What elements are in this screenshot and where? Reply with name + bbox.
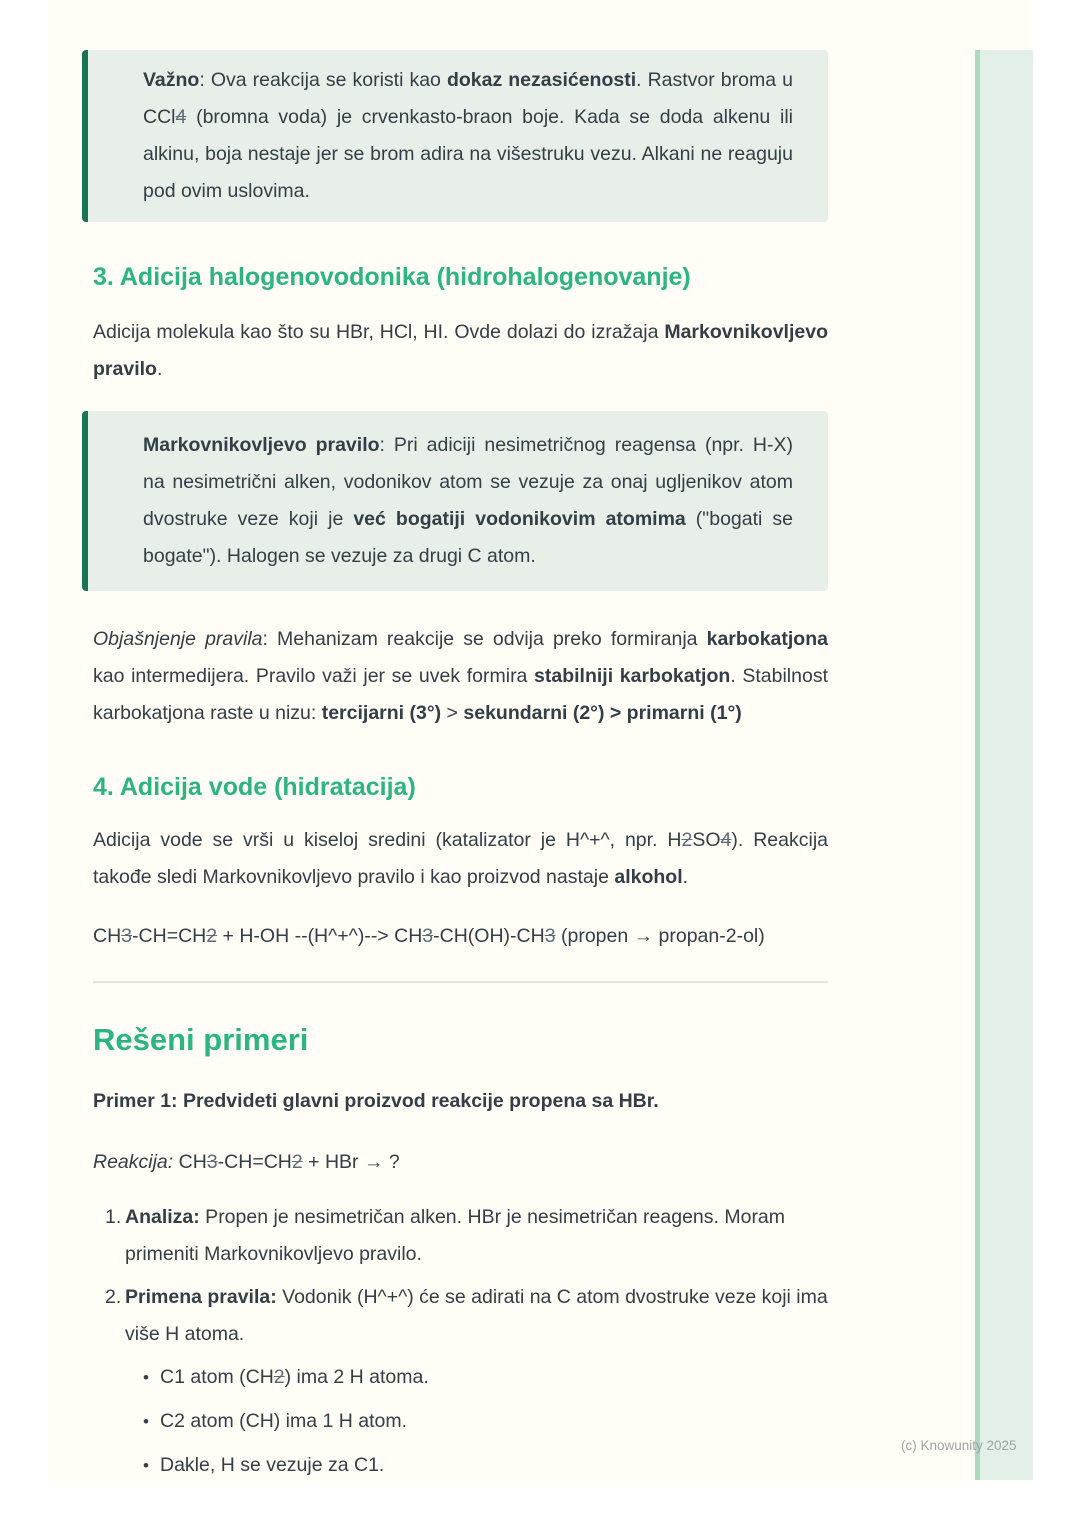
para-reakcija: Reakcija: CH3-CH=CH2 + HBr → ?	[93, 1151, 400, 1173]
copyright-notice: (c) Knowunity 2025	[901, 1438, 1017, 1453]
section-divider	[93, 981, 828, 983]
heading-adicija-vode: 4. Adicija vode (hidratacija)	[93, 773, 416, 801]
bullet-icon: •	[143, 1368, 149, 1387]
right-margin-strip	[975, 50, 1033, 1480]
bullet-list	[143, 1359, 828, 1484]
step-item-2	[93, 1279, 828, 1353]
callout-vazno-text: Važno: Ova reakcija se koristi kao dokaz nezasićenosti. Rastvor broma u CCl4 (bromna voda) je crvenkasto-braon boje. Kada se doda alkenu ili alkinu, boja nestaje jer se brom adira na višestruku vezu. Alkani ne reaguju pod ovim uslovima.	[143, 69, 793, 202]
step-number: 1.	[105, 1206, 122, 1228]
bullet-text: C1 atom (CH2) ima 2 H atoma.	[160, 1366, 429, 1388]
bullet-icon: •	[143, 1412, 149, 1431]
bullet-item	[143, 1447, 828, 1484]
callout-vazno	[82, 50, 828, 222]
formula-hidratacija: CH3-CH=CH2 + H-OH --(H^+^)--> CH3-CH(OH)-CH3 (propen → propan-2-ol)	[93, 925, 765, 947]
callout-markovnikov-text: Markovnikovljevo pravilo: Pri adiciji nesimetričnog reagensa (npr. H-X) na nesimetrični alken, vodonikov atom se vezuje za onaj ugljenikov atom dvostruke veze koji je već bogatiji vodonikovim atomima ("bogati se bogate"). Halogen se vezuje za drugi C atom.	[143, 434, 793, 567]
para-objasnjenje-pravila: Objašnjenje pravila: Mehanizam reakcije se odvija preko formiranja karbokatjona kao intermedijera. Pravilo važi jer se uvek formira stabilniji karbokatjon. Stabilnost karbokatjona raste u nizu: tercijarni (3°) > sekundarni (2°) > primarni (1°)	[93, 628, 828, 724]
step-text: Primena pravila: Vodonik (H^+^) će se adirati na C atom dvostruke veze koji ima više H atoma.	[125, 1286, 828, 1345]
bullet-item	[143, 1403, 828, 1440]
para-adicija-molekula: Adicija molekula kao što su HBr, HCl, HI. Ovde dolazi do izražaja Markovnikovljevo pravilo.	[93, 321, 828, 380]
step-text: Analiza: Propen je nesimetričan alken. HBr je nesimetričan reagens. Moram primeniti Markovnikovljevo pravilo.	[125, 1206, 786, 1265]
step-number: 2.	[105, 1286, 122, 1308]
step-item-1	[93, 1199, 828, 1273]
document-content	[82, 0, 842, 1491]
para-primer-1: Primer 1: Predvideti glavni proizvod reakcije propena sa HBr.	[93, 1090, 659, 1112]
bullet-text: C2 atom (CH) ima 1 H atom.	[160, 1410, 408, 1432]
heading-reseni-primeri: Rešeni primeri	[93, 1022, 309, 1057]
heading-adicija-halogenovodonika: 3. Adicija halogenovodonika (hidrohalogenovanje)	[93, 263, 691, 291]
bullet-item	[143, 1359, 828, 1396]
steps-list	[93, 1199, 828, 1353]
callout-markovnikovljevo-pravilo	[82, 411, 828, 591]
bullet-icon: •	[143, 1456, 149, 1475]
para-adicija-vode: Adicija vode se vrši u kiseloj sredini (katalizator je H^+^, npr. H2SO4). Reakcija takođe sledi Markovnikovljevo pravilo i kao proizvod nastaje alkohol.	[93, 829, 828, 888]
bullet-text: Dakle, H se vezuje za C1.	[160, 1454, 385, 1476]
